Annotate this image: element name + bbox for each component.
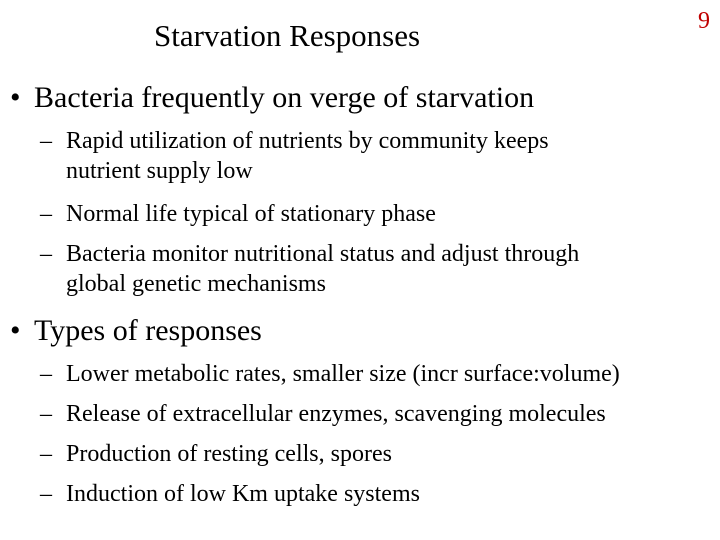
sub-bullet-line: Normal life typical of stationary phase — [66, 201, 436, 227]
sub-bullet-text — [66, 199, 436, 229]
sub-bullet-text — [66, 479, 420, 509]
bullet-text: Bacteria frequently on verge of starvation — [34, 81, 535, 114]
sub-bullet-line: Production of resting cells, spores — [66, 441, 392, 467]
sub-bullet-marker: – — [40, 401, 52, 427]
sub-bullet-text — [66, 439, 392, 469]
sub-bullet-text — [66, 239, 579, 299]
sub-bullet-marker: – — [40, 481, 52, 507]
sub-bullet-marker: – — [40, 361, 52, 387]
sub-bullet-line: Induction of low Km uptake systems — [66, 481, 420, 507]
bullet-marker: • — [10, 314, 21, 347]
slide-number: 9 — [698, 8, 710, 34]
sub-bullet-marker: – — [40, 441, 52, 467]
sub-bullet-line: Rapid utilization of nutrients by community keeps — [66, 128, 549, 154]
sub-bullet-line: global genetic mechanisms — [66, 271, 326, 297]
bullet-text: Types of responses — [34, 314, 262, 347]
sub-bullet-line: nutrient supply low — [66, 158, 253, 184]
bullet-marker: • — [10, 81, 21, 114]
sub-bullet-text — [66, 399, 606, 429]
sub-bullet-marker: – — [40, 128, 52, 154]
sub-bullet-marker: – — [40, 201, 52, 227]
slide-title: Starvation Responses — [154, 18, 421, 53]
sub-bullet-marker: – — [40, 241, 52, 267]
sub-bullet-text — [66, 359, 620, 389]
sub-bullet-line: Release of extracellular enzymes, scavenging molecules — [66, 401, 606, 427]
sub-bullet-text — [66, 126, 549, 186]
sub-bullet-line: Lower metabolic rates, smaller size (incr surface:volume) — [66, 361, 620, 387]
sub-bullet-line: Bacteria monitor nutritional status and adjust through — [66, 241, 580, 267]
